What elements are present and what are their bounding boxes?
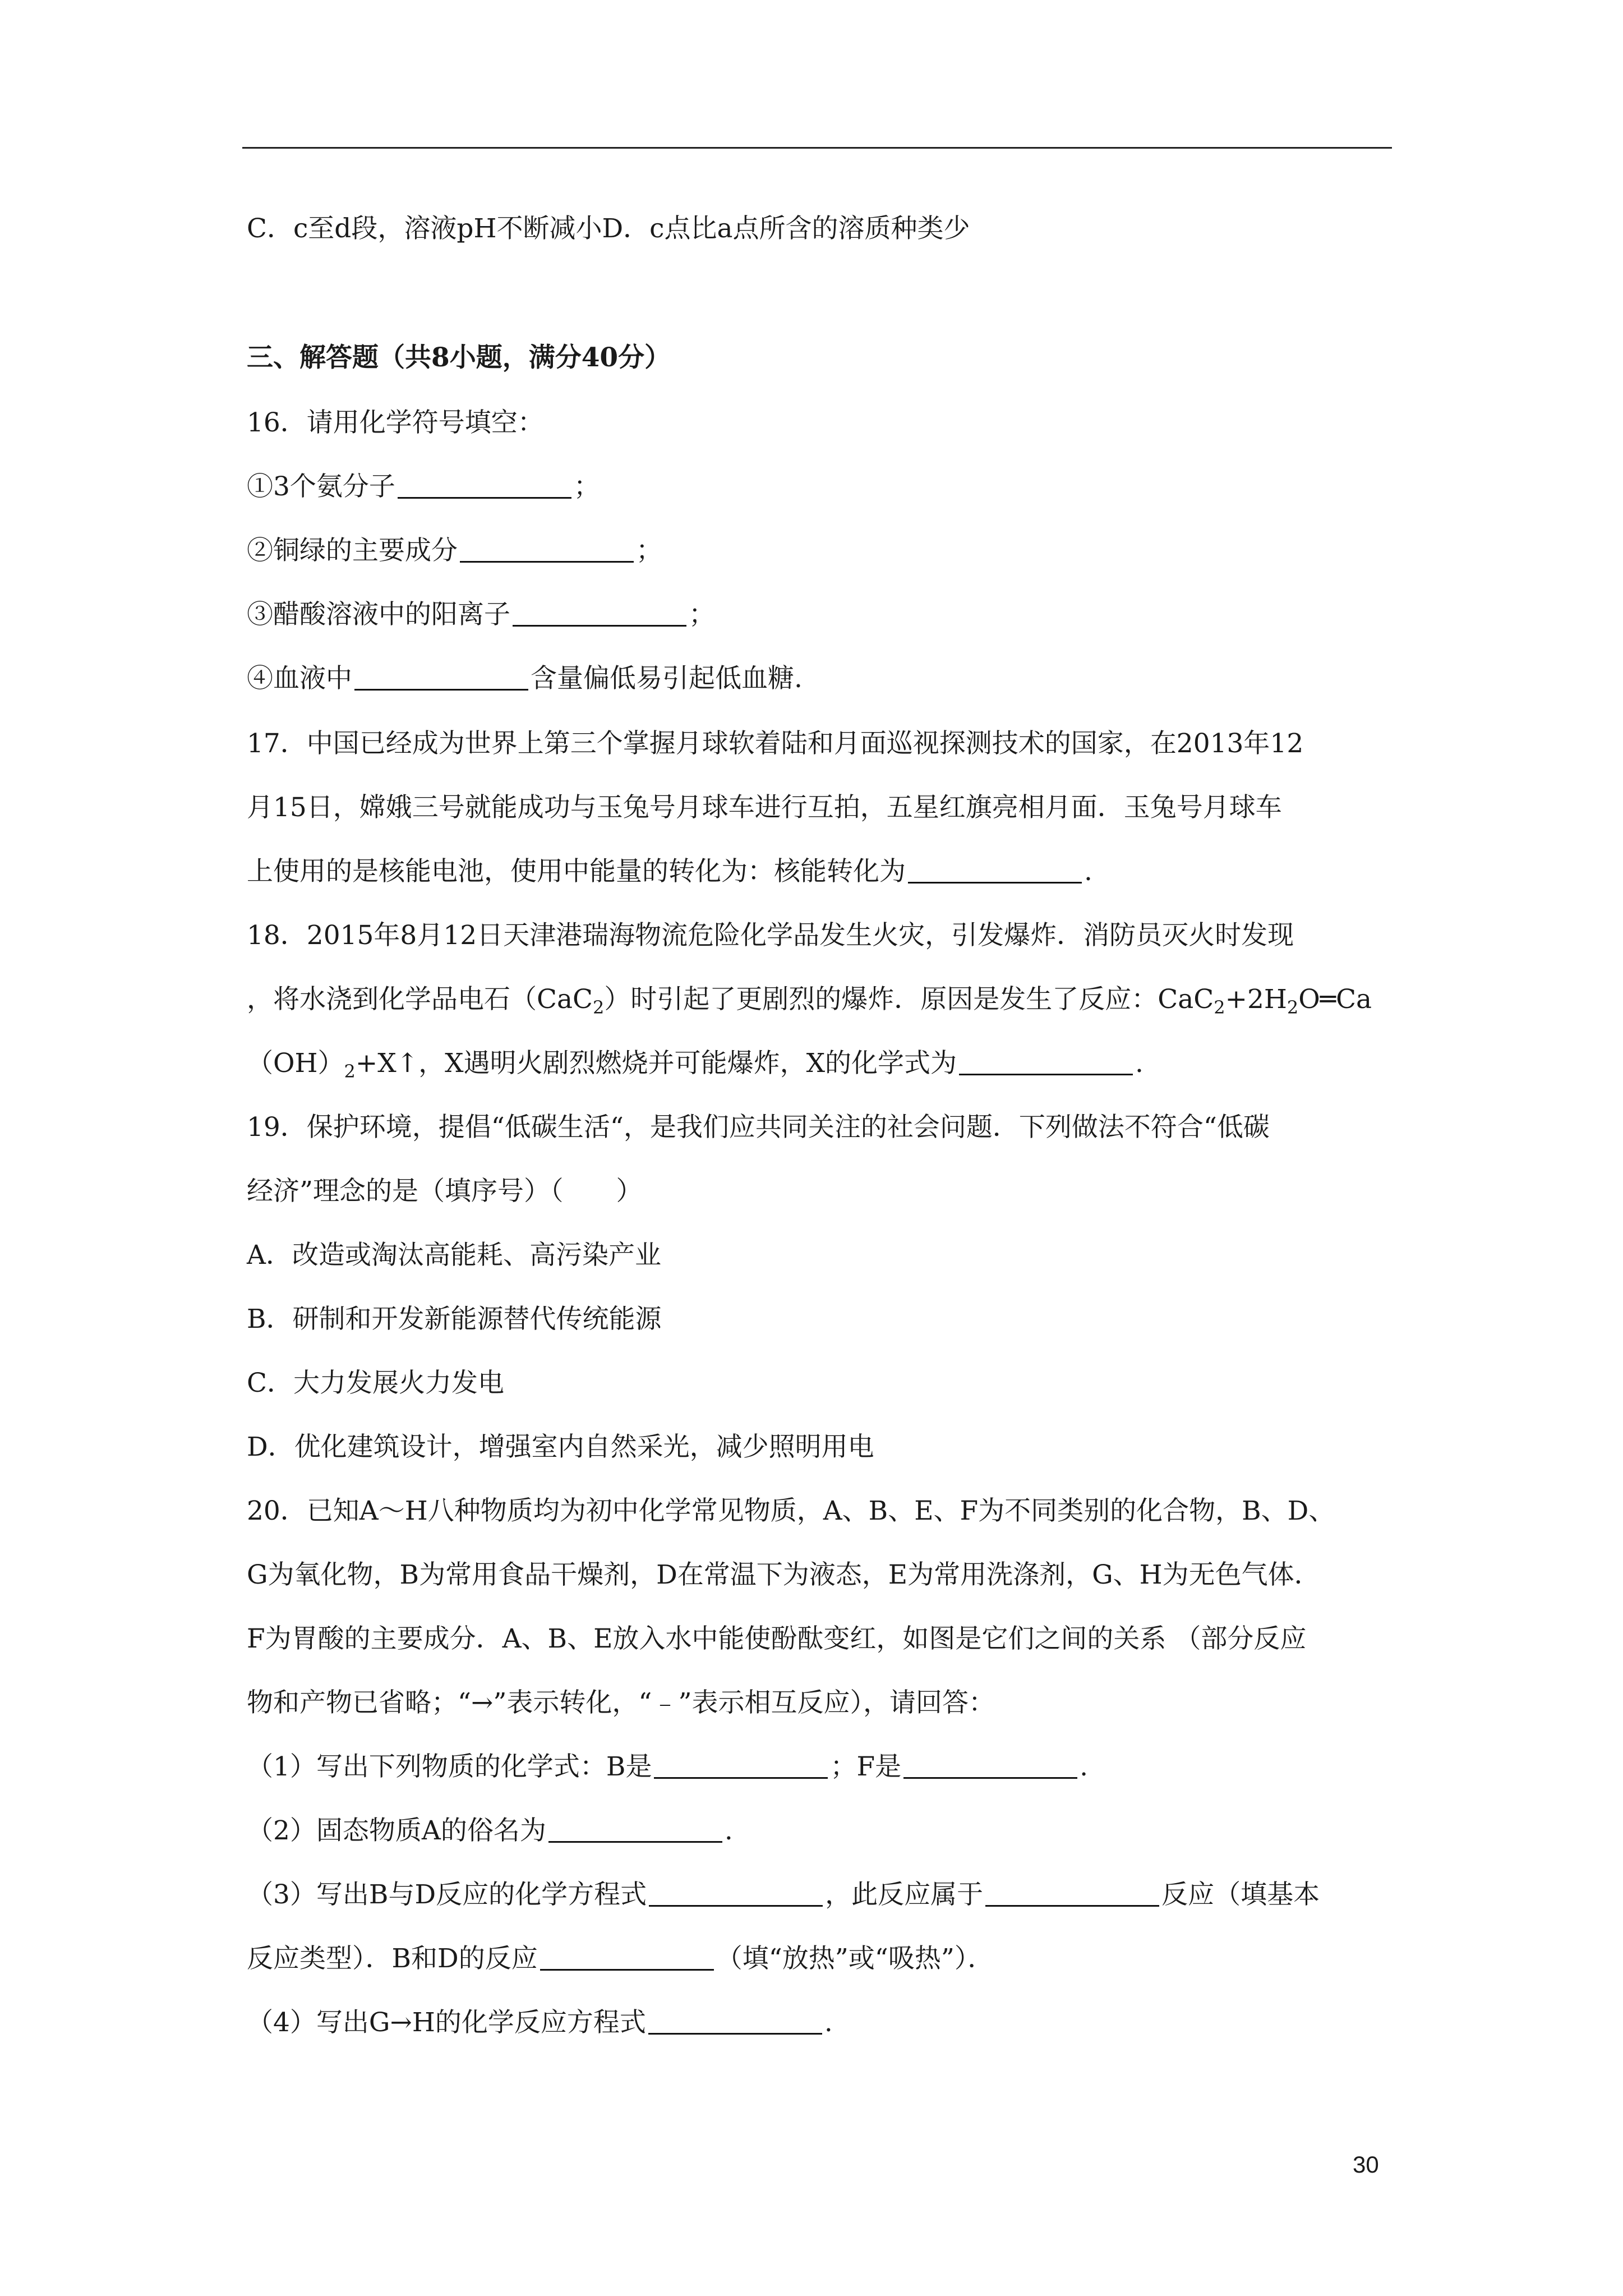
answer-blank[interactable] — [540, 1968, 714, 1971]
q19-line-2: 经济”理念的是（填序号）（ ） — [247, 1176, 643, 1207]
answer-blank[interactable] — [908, 881, 1082, 884]
q16-item-2: ②铜绿的主要成分 ； — [247, 535, 662, 566]
q20-line-4: 物和产物已省略；“→”表示转化，“﹣”表示相互反应），请回答： — [247, 1687, 995, 1718]
q16-item-3: ③醋酸溶液中的阳离子 ； — [247, 599, 715, 630]
answer-blank[interactable] — [548, 1840, 722, 1843]
answer-blank[interactable] — [354, 688, 528, 691]
q18-line-1: 18．2015年8月12日天津港瑞海物流危险化学品发生火灾，引发爆炸．消防员灭火时发现 — [247, 920, 1294, 951]
q16-item-4: ④血液中 含量偏低易引起低血糖. — [247, 663, 803, 694]
q16-item-1: ①3个氨分子 ； — [247, 471, 600, 502]
answer-blank[interactable] — [513, 624, 686, 627]
previous-question-options: C．c至d段，溶液pH不断减小D．c点比a点所含的溶质种类少 — [247, 213, 970, 244]
q19-option-b: B．研制和开发新能源替代传统能源 — [247, 1304, 662, 1335]
answer-blank[interactable] — [903, 1776, 1077, 1779]
answer-blank[interactable] — [959, 1073, 1133, 1075]
q18-line-2: ，将水浇到化学品电石（CaC$_2$）时引起了更剧烈的爆炸．原因是发生了反应：$CaC_2+2H_2O═Ca$ — [247, 984, 1372, 1018]
page-number: 30 — [1353, 2151, 1379, 2178]
q20-line-2: G为氧化物，B为常用食品干燥剂，D在常温下为液态，E为常用洗涤剂，G、H为无色气体． — [247, 1559, 1321, 1590]
q17-line-3: 上使用的是核能电池，使用中能量的转化为：核能转化为 . — [247, 856, 1092, 887]
q20-sub-1: （1）写出下列物质的化学式：B是 ；F是 . — [247, 1751, 1089, 1782]
q19-option-c: C．大力发展火力发电 — [247, 1368, 504, 1398]
q16-stem: 16．请用化学符号填空： — [247, 407, 544, 438]
q20-sub-3-cont: 反应类型）．B和D的反应 （填“放热”或“吸热”）． — [247, 1943, 994, 1974]
answer-blank[interactable] — [649, 1904, 823, 1907]
q19-option-d: D．优化建筑设计，增强室内自然采光，减少照明用电 — [247, 1432, 874, 1462]
q20-sub-4: （4）写出G→H的化学反应方程式 . — [247, 2007, 833, 2038]
q20-line-1: 20．已知A～H八种物质均为初中化学常见物质，A、B、E、F为不同类别的化合物，B、D、 — [247, 1496, 1335, 1526]
q20-line-3: F为胃酸的主要成分．A、B、E放入水中能使酚酞变红，如图是它们之间的关系 （部分反应 — [247, 1623, 1307, 1654]
q20-sub-3: （3）写出B与D反应的化学方程式 ，此反应属于 反应（填基本 — [247, 1879, 1320, 1910]
answer-blank[interactable] — [648, 2032, 822, 2035]
answer-blank[interactable] — [398, 496, 571, 499]
q18-line-3: $(OH)_2+X↑$，X遇明火剧烈燃烧并可能爆炸，X的化学式为 . — [247, 1048, 1144, 1082]
section-title: 三、解答题（共8小题，满分40分） — [247, 342, 671, 373]
q20-sub-2: （2）固态物质A的俗名为 . — [247, 1815, 733, 1846]
answer-blank[interactable] — [654, 1776, 828, 1779]
answer-blank[interactable] — [985, 1904, 1159, 1907]
header-rule — [242, 147, 1392, 149]
answer-blank[interactable] — [460, 560, 634, 563]
q19-line-1: 19．保护环境，提倡“低碳生活“，是我们应共同关注的社会问题．下列做法不符合“低碳 — [247, 1112, 1270, 1143]
q17-line-1: 17．中国已经成为世界上第三个掌握月球软着陆和月面巡视探测技术的国家，在2013年12 — [247, 728, 1304, 759]
q17-line-2: 月15日，嫦娥三号就能成功与玉兔号月球车进行互拍，五星红旗亮相月面．玉兔号月球车 — [247, 792, 1282, 823]
q19-option-a: A．改造或淘汰高能耗、高污染产业 — [247, 1240, 661, 1271]
